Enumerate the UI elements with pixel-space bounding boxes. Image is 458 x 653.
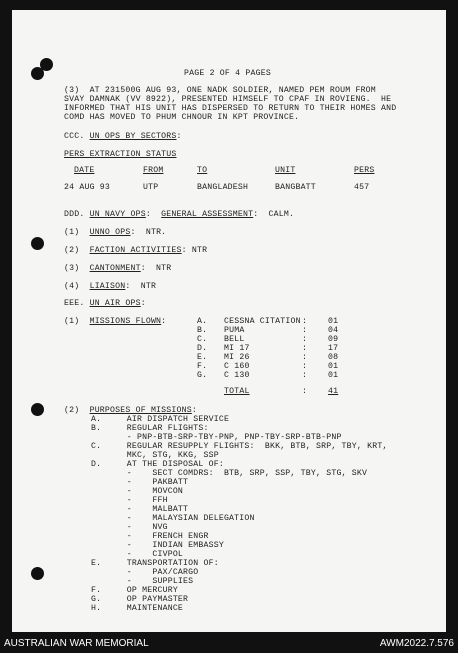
mission-letter: G. <box>197 371 208 380</box>
list-item: - FRENCH ENGR <box>91 532 209 541</box>
mission-count: 04 <box>328 326 339 335</box>
punch-hole <box>31 403 44 416</box>
page-indicator: PAGE 2 OF 4 PAGES <box>184 69 271 78</box>
punch-hole <box>31 237 44 250</box>
mission-aircraft: CESSNA CITATION <box>224 317 301 326</box>
column-header: TO <box>197 166 208 175</box>
column-header: DATE <box>74 166 95 175</box>
list-item: - INDIAN EMBASSY <box>91 541 224 550</box>
eee-section-heading: EEE. UN AIR OPS: <box>64 299 146 308</box>
colon: : <box>302 317 308 326</box>
punch-hole <box>31 67 44 80</box>
list-item: G. OP PAYMASTER <box>91 595 189 604</box>
mission-count: 08 <box>328 353 339 362</box>
navy-item: (2) FACTION ACTIVITIES: NTR <box>64 246 208 255</box>
mission-aircraft: C 130 <box>224 371 250 380</box>
list-item: B. REGULAR FLIGHTS: <box>91 424 209 433</box>
list-item: - NVG <box>91 523 168 532</box>
colon: : <box>302 371 308 380</box>
purposes-label: (2) PURPOSES OF MISSIONS: <box>64 406 197 415</box>
punch-hole <box>31 567 44 580</box>
mission-count: 17 <box>328 344 339 353</box>
table-cell: UTP <box>143 183 159 192</box>
mission-letter: E. <box>197 353 208 362</box>
mission-count: 09 <box>328 335 339 344</box>
list-item: - SUPPLIES <box>91 577 194 586</box>
list-item: C. REGULAR RESUPPLY FLIGHTS: BKK, BTB, SRP, TBY, KRT, <box>91 442 388 451</box>
mission-letter: C. <box>197 335 208 344</box>
mission-aircraft: BELL <box>224 335 245 344</box>
column-header: UNIT <box>275 166 296 175</box>
list-item: H. MAINTENANCE <box>91 604 184 613</box>
list-item: F. OP MERCURY <box>91 586 178 595</box>
total-label: TOTAL <box>224 387 250 396</box>
colon: : <box>302 326 308 335</box>
text-line: (3) AT 231500G AUG 93, ONE NADK SOLDIER, NAMED PEM ROUM FROM <box>64 86 376 95</box>
column-header: PERS <box>354 166 375 175</box>
mission-letter: D. <box>197 344 208 353</box>
ccc-section-heading: CCC. UN OPS BY SECTORS: <box>64 132 182 141</box>
mission-count: 01 <box>328 371 339 380</box>
table-cell: BANGLADESH <box>197 183 249 192</box>
navy-item: (1) UNNO OPS: NTR. <box>64 228 167 237</box>
table-cell: 24 AUG 93 <box>64 183 111 192</box>
colon: : <box>302 387 308 396</box>
document-page <box>12 10 446 632</box>
text-line: INFORMED THAT HIS UNIT HAS DISPERSED TO RETURN TO THEIR HOMES AND <box>64 104 397 113</box>
list-item: - CIVPOL <box>91 550 184 559</box>
mission-aircraft: MI 17 <box>224 344 250 353</box>
navy-item: (4) LIAISON: NTR <box>64 282 157 291</box>
mission-count: 01 <box>328 362 339 371</box>
footer-accession-number: AWM2022.7.576 <box>379 638 454 649</box>
mission-letter: A. <box>197 317 208 326</box>
list-item: E. TRANSPORTATION OF: <box>91 559 219 568</box>
column-header: FROM <box>143 166 164 175</box>
footer-credit: AUSTRALIAN WAR MEMORIAL <box>4 638 149 649</box>
text-line: SVAY DAMNAK (VV 8922), PRESENTED HIMSELF TO CPAF IN ROVIENG. HE <box>64 95 392 104</box>
list-item: - SECT COMDRS: BTB, SRP, SSP, TBY, STG, SKV <box>91 469 368 478</box>
colon: : <box>302 353 308 362</box>
list-item: - PNP-BTB-SRP-TBY-PNP, PNP-TBY-SRP-BTB-PNP <box>91 433 342 442</box>
missions-flown-label: (1) MISSIONS FLOWN: <box>64 317 167 326</box>
colon: : <box>302 344 308 353</box>
list-item: D. AT THE DISPOSAL OF: <box>91 460 224 469</box>
ddd-section-heading: DDD. UN NAVY OPS: GENERAL ASSESSMENT: CALM. <box>64 210 295 219</box>
mission-count: 01 <box>328 317 339 326</box>
total-value: 41 <box>328 387 339 396</box>
mission-letter: F. <box>197 362 208 371</box>
mission-aircraft: MI 26 <box>224 353 250 362</box>
list-item: - MALBATT <box>91 505 189 514</box>
list-item: - FFH <box>91 496 168 505</box>
colon: : <box>302 335 308 344</box>
list-item: - MALAYSIAN DELEGATION <box>91 514 255 523</box>
table-cell: 457 <box>354 183 370 192</box>
mission-aircraft: PUMA <box>224 326 245 335</box>
navy-item: (3) CANTONMENT: NTR <box>64 264 172 273</box>
list-item: MKC, STG, KKG, SSP <box>91 451 219 460</box>
colon: : <box>302 362 308 371</box>
list-item: - PAKBATT <box>91 478 189 487</box>
pers-extraction-heading: PERS EXTRACTION STATUS <box>64 150 177 159</box>
table-cell: BANGBATT <box>275 183 316 192</box>
list-item: A. AIR DISPATCH SERVICE <box>91 415 230 424</box>
list-item: - MOVCON <box>91 487 184 496</box>
text-line: COMD HAS MOVED TO PHUM CHNOUR IN KPT PROVINCE. <box>64 113 300 122</box>
mission-letter: B. <box>197 326 208 335</box>
list-item: - PAX/CARGO <box>91 568 199 577</box>
mission-aircraft: C 160 <box>224 362 250 371</box>
